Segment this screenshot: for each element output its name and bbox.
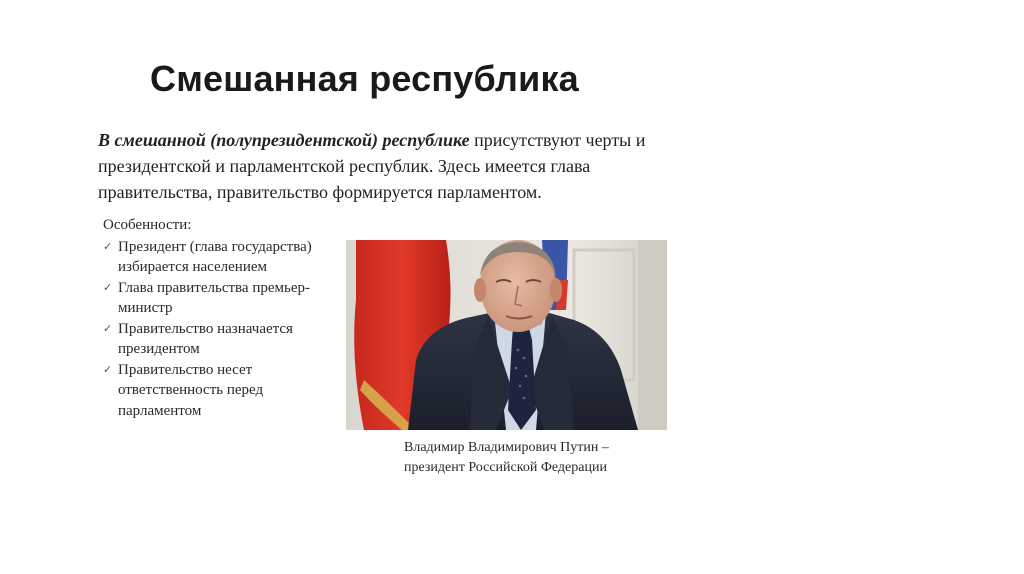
wall-panel [638,240,667,430]
features-heading: Особенности: [103,217,192,233]
feature-item-text: Правительство несет ответственность перед парламентом [118,361,264,419]
caption-line: президент Российской Федерации [404,460,607,475]
ear-left [474,278,486,302]
caption-line: Владимир Владимирович Путин – [404,440,609,455]
feature-item-text: Президент (глава государства) избирается населением [118,238,312,275]
intro-text: присутствуют черты и президентской и парламентской республик. Здесь имеется глава правительства, правительство формируется парламентом. [98,130,646,202]
feature-item [103,319,348,360]
intro-paragraph [98,127,678,205]
tie [508,328,536,430]
checkmark-icon: ✓ [103,322,113,335]
features-list [103,237,348,422]
feature-item-text: Правительство назначается президентом [118,320,293,357]
feature-item [103,360,348,422]
slide-title: Смешанная республика [150,58,579,99]
photo-caption [404,438,704,478]
checkmark-icon: ✓ [103,281,113,294]
feature-item [103,237,348,278]
features-block [103,215,348,421]
checkmark-icon: ✓ [103,363,113,376]
ear-right [550,278,562,302]
feature-item [103,278,348,319]
checkmark-icon: ✓ [103,240,113,253]
feature-item-text: Глава правительства премьер-министр [118,279,310,316]
portrait-photo [346,240,667,430]
intro-lead: В смешанной (полупрезидентской) республике [98,130,470,150]
